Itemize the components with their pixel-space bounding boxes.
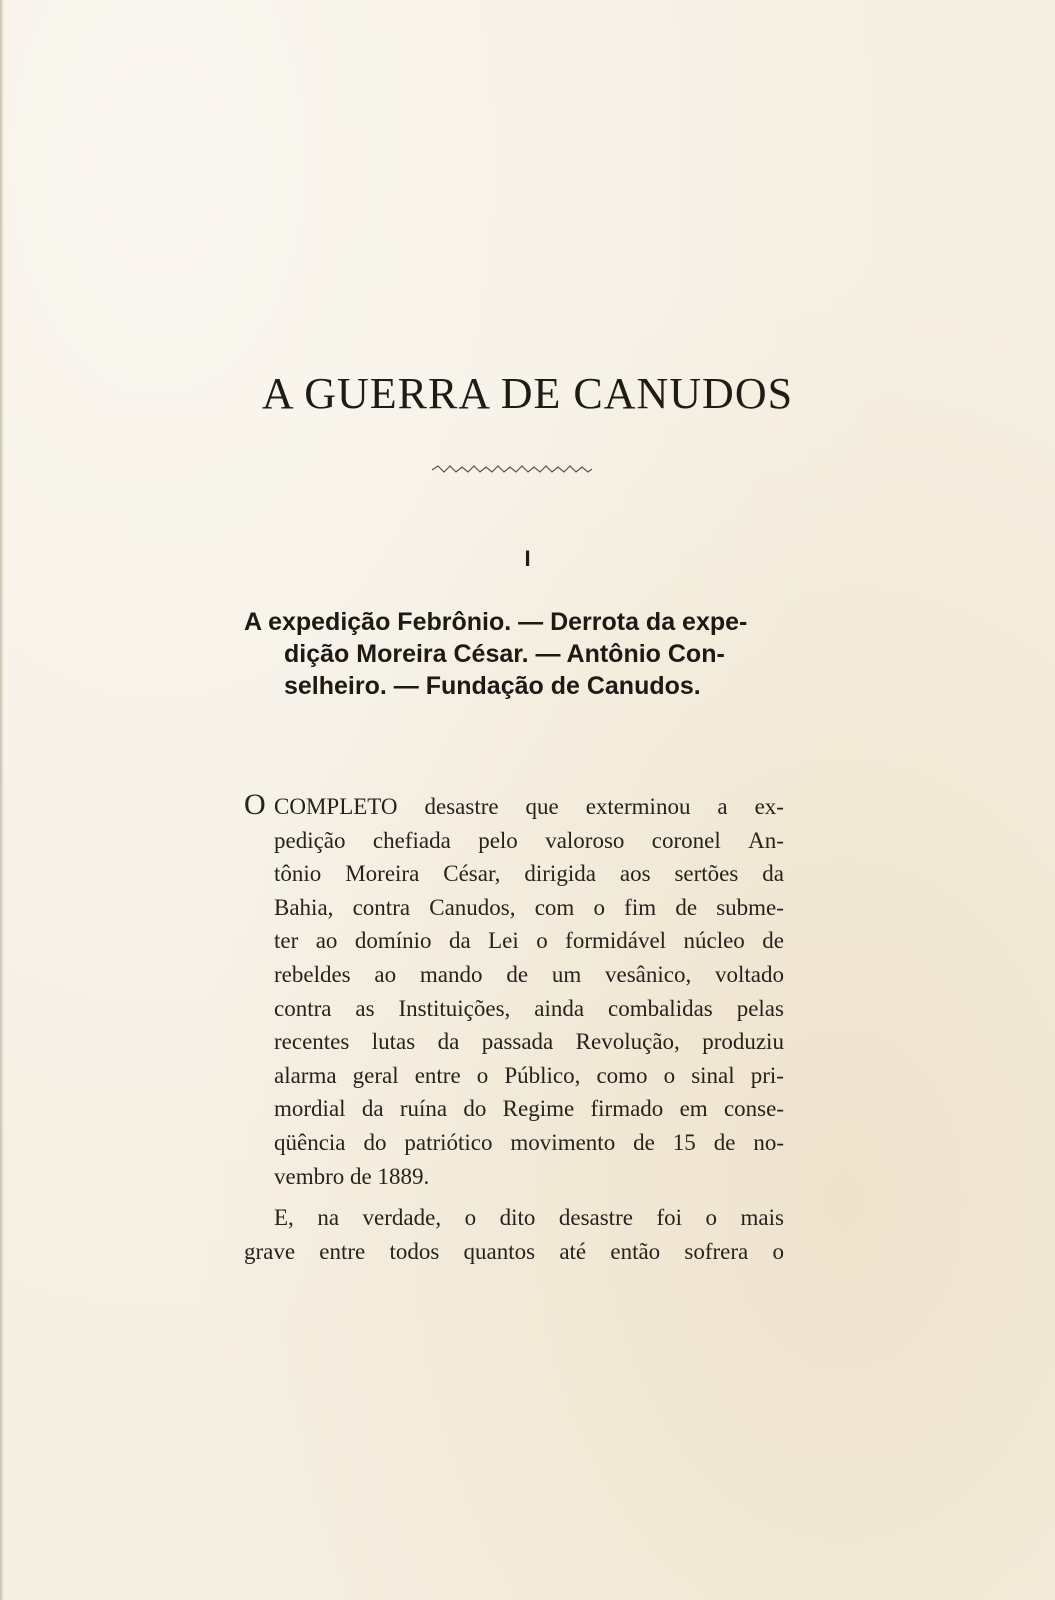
chapter-summary [244,606,789,702]
text-line: Bahia, contra Canudos, com o fim de subme- [274,894,784,920]
summary-line: dição Moreira César. — Antônio Con- [284,640,725,668]
summary-line: A expedição Febrônio. — Derrota da expe- [244,608,748,636]
text-line: rebeldes ao mando de um vesânico, voltado [274,961,784,987]
drop-cap: O [244,788,266,821]
text-line: contra as Instituições, ainda combalidas pelas [274,995,784,1021]
body-text [244,790,784,1268]
text-line: tônio Moreira César, dirigida aos sertões da [274,861,784,887]
page-edge-shadow [0,0,4,1600]
text-line: vembro de 1889. [274,1163,430,1189]
text-line: mordial da ruína do Regime firmado em conse- [274,1096,784,1122]
text-line: alarma geral entre o Público, como o sinal pri- [274,1062,784,1088]
text-line: qüência do patriótico movimento de 15 de no- [274,1129,784,1155]
first-line [244,790,784,824]
paragraph-2 [244,1201,784,1268]
wavy-ornament [432,463,592,477]
text-line: E, na verdade, o dito desastre foi o mais [274,1205,784,1231]
text-line: pedição chefiada pelo valoroso coronel An- [274,827,784,853]
text-line: COMPLETO desastre que exterminou a ex- [274,794,784,819]
text-line: recentes lutas da passada Revolução, produziu [274,1029,784,1055]
page-title: A GUERRA DE CANUDOS [261,369,794,418]
paragraph-1 [244,824,784,1194]
text-line: ter ao domínio da Lei o formidável núcleo de [274,928,784,954]
chapter-number: I [524,546,531,571]
text-line: grave entre todos quantos até então sofrera o [244,1238,784,1264]
summary-line: selheiro. — Fundação de Canudos. [284,672,701,700]
